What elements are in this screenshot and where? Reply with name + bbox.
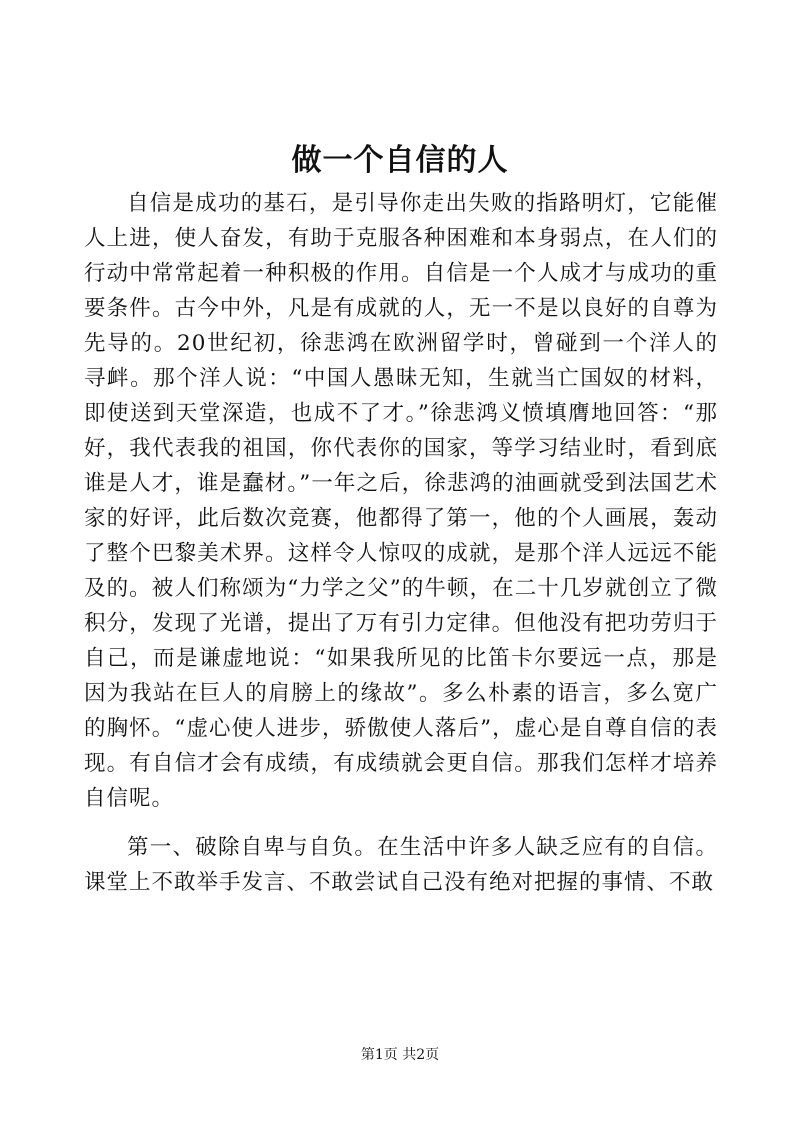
document-title: 做一个自信的人 xyxy=(291,143,509,178)
paragraph-1: 自信是成功的基石，是引导你走出失败的指路明灯，它能催人上进，使人奋发，有助于克服各种困难和本身弱点，在人们的行动中常常起着一种积极的作用。自信是一个人成才与成功的重要条件。古今中外，凡是有成就的人，无一不是以良好的自尊为先导的。20世纪初，徐悲鸿在欧洲留学时，曾碰到一个洋人的寻衅。那个洋人说：“中国人愚昧无知，生就当亡国奴的材料，即使送到天堂深造，也成不了才。”徐悲鸿义愤填膺地回答：“那好，我代表我的祖国，你代表你的国家，等学习结业时，看到底谁是人才，谁是蠢材。”一年之后，徐悲鸿的油画就受到法国艺术家的好评，此后数次竞赛，他都得了第一，他的个人画展，轰动了整个巴黎美术界。这样令人惊叹的成就，是那个洋人远远不能及的。被人们称颂为“力学之父”的牛顿，在二十几岁就创立了微积分，发现了光谱，提出了万有引力定律。但他没有把功劳归于自己，而是谦虚地说：“如果我所见的比笛卡尔要远一点，那是因为我站在巨人的肩膀上的缘故”。多么朴素的语言，多么宽广的胸怀。“虚心使人进步，骄傲使人落后”，虚心是自尊自信的表现。有自信才会有成绩，有成绩就会更自信。那我们怎样才培养自信呢。 xyxy=(84,191,718,811)
paragraph-2: 第一、破除自卑与自负。在生活中许多人缺乏应有的自信。课堂上不敢举手发言、不敢尝试自己没有绝对把握的事情、不敢 xyxy=(84,835,718,895)
document-body xyxy=(84,186,718,900)
page-number-footer: 第1页 共2页 xyxy=(360,1047,440,1063)
